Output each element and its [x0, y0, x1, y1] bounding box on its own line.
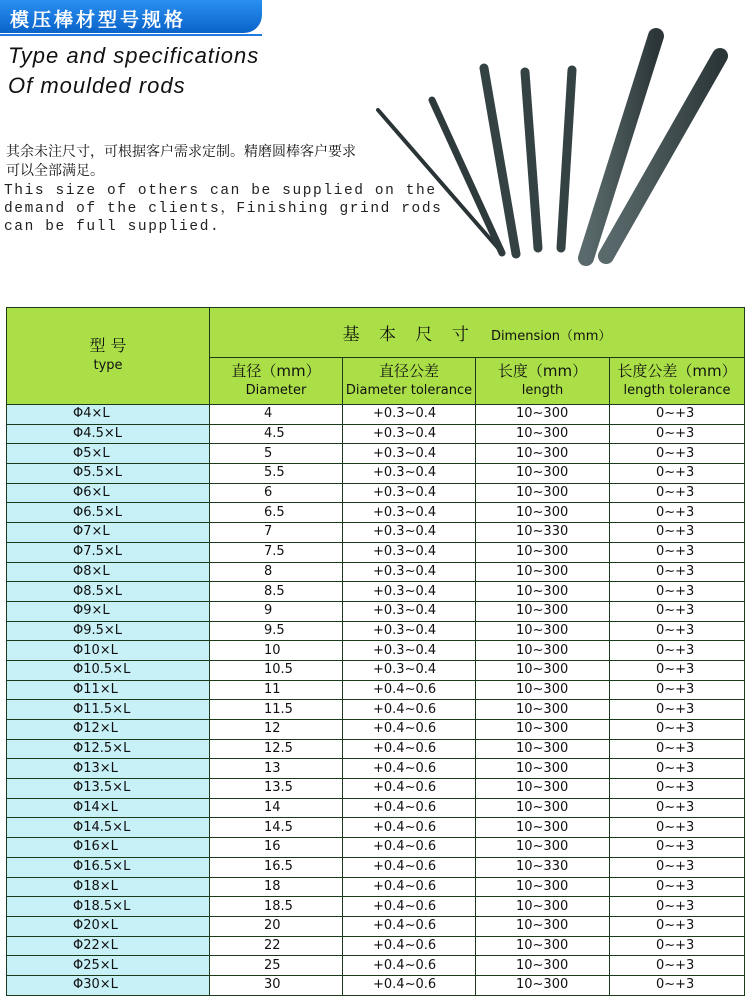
- column-header-diameter-tolerance-cn: 直径公差: [378, 362, 439, 380]
- row-length: 10~300: [476, 424, 610, 444]
- row-diameter-tolerance: +0.4~0.6: [343, 739, 476, 759]
- column-header-length-tolerance: [610, 358, 745, 405]
- row-diameter: 8.5: [210, 582, 343, 602]
- column-header-diameter: [210, 358, 343, 405]
- row-diameter-tolerance: +0.4~0.6: [343, 720, 476, 740]
- row-diameter-tolerance: +0.4~0.6: [343, 700, 476, 720]
- table-row: [7, 818, 745, 838]
- type-header-en: type: [93, 358, 123, 373]
- row-diameter-tolerance: +0.3~0.4: [343, 582, 476, 602]
- row-diameter: 14.5: [210, 818, 343, 838]
- row-length: 10~300: [476, 641, 610, 661]
- row-diameter: 30: [210, 975, 343, 995]
- row-diameter: 12: [210, 720, 343, 740]
- table-row: [7, 680, 745, 700]
- row-length-tolerance: 0~+3: [610, 798, 745, 818]
- row-length-tolerance: 0~+3: [610, 523, 745, 543]
- row-length: 10~300: [476, 503, 610, 523]
- row-diameter: 20: [210, 916, 343, 936]
- row-type: Φ6×L: [7, 483, 210, 503]
- row-type: Φ8×L: [7, 562, 210, 582]
- row-length: 10~300: [476, 660, 610, 680]
- row-diameter: 10: [210, 641, 343, 661]
- table-row: [7, 897, 745, 917]
- chinese-description: 其余未注尺寸，可根据客户需求定制。精磨圆棒客户要求可以全部满足。: [6, 144, 356, 179]
- row-diameter-tolerance: +0.3~0.4: [343, 444, 476, 464]
- row-type: Φ25×L: [7, 956, 210, 976]
- row-type: Φ5.5×L: [7, 464, 210, 484]
- english-title-line2: Of moulded rods: [8, 73, 186, 98]
- table-row: [7, 798, 745, 818]
- row-length-tolerance: 0~+3: [610, 916, 745, 936]
- table-row: [7, 483, 745, 503]
- row-length: 10~300: [476, 720, 610, 740]
- row-length-tolerance: 0~+3: [610, 621, 745, 641]
- table-row: [7, 464, 745, 484]
- row-diameter: 13.5: [210, 779, 343, 799]
- row-length-tolerance: 0~+3: [610, 542, 745, 562]
- spec-table-body: [7, 405, 745, 996]
- row-length: 10~330: [476, 857, 610, 877]
- column-header-length-cn: 长度（mm）: [497, 362, 588, 380]
- row-type: Φ10×L: [7, 641, 210, 661]
- table-row: [7, 601, 745, 621]
- column-header-length: [476, 358, 610, 405]
- row-diameter: 11.5: [210, 700, 343, 720]
- row-length-tolerance: 0~+3: [610, 444, 745, 464]
- row-diameter-tolerance: +0.4~0.6: [343, 857, 476, 877]
- row-diameter-tolerance: +0.3~0.4: [343, 464, 476, 484]
- row-length-tolerance: 0~+3: [610, 660, 745, 680]
- rod-4: [525, 72, 538, 248]
- table-row: [7, 444, 745, 464]
- row-type: Φ20×L: [7, 916, 210, 936]
- table-row: [7, 621, 745, 641]
- row-length: 10~300: [476, 621, 610, 641]
- table-row: [7, 720, 745, 740]
- row-diameter: 5.5: [210, 464, 343, 484]
- row-length: 10~300: [476, 739, 610, 759]
- row-type: Φ4.5×L: [7, 424, 210, 444]
- row-diameter: 7: [210, 523, 343, 543]
- rod-1: [378, 110, 498, 248]
- row-diameter-tolerance: +0.4~0.6: [343, 838, 476, 858]
- row-type: Φ16.5×L: [7, 857, 210, 877]
- table-row: [7, 739, 745, 759]
- row-type: Φ13.5×L: [7, 779, 210, 799]
- row-diameter-tolerance: +0.4~0.6: [343, 818, 476, 838]
- row-length-tolerance: 0~+3: [610, 857, 745, 877]
- row-length-tolerance: 0~+3: [610, 483, 745, 503]
- row-length: 10~300: [476, 405, 610, 425]
- row-diameter: 9: [210, 601, 343, 621]
- row-type: Φ30×L: [7, 975, 210, 995]
- row-length-tolerance: 0~+3: [610, 562, 745, 582]
- spec-table: [6, 307, 745, 996]
- row-diameter: 6.5: [210, 503, 343, 523]
- row-diameter: 11: [210, 680, 343, 700]
- table-row: [7, 838, 745, 858]
- english-title-line1: Type and specifications: [8, 43, 260, 68]
- type-header-cn: 型 号: [89, 336, 127, 355]
- row-type: Φ5×L: [7, 444, 210, 464]
- table-row: [7, 936, 745, 956]
- row-diameter-tolerance: +0.4~0.6: [343, 680, 476, 700]
- table-row: [7, 877, 745, 897]
- row-diameter: 18: [210, 877, 343, 897]
- row-type: Φ18.5×L: [7, 897, 210, 917]
- table-row: [7, 523, 745, 543]
- table-row: [7, 916, 745, 936]
- row-diameter: 25: [210, 956, 343, 976]
- row-diameter-tolerance: +0.4~0.6: [343, 759, 476, 779]
- english-description: This size of others can be supplied on the demand of the clients，Finishing grind rods can be full supplied.: [4, 183, 443, 235]
- row-diameter-tolerance: +0.3~0.4: [343, 660, 476, 680]
- row-length: 10~300: [476, 700, 610, 720]
- row-length: 10~300: [476, 483, 610, 503]
- row-diameter: 4.5: [210, 424, 343, 444]
- row-length-tolerance: 0~+3: [610, 818, 745, 838]
- row-length-tolerance: 0~+3: [610, 601, 745, 621]
- row-diameter: 9.5: [210, 621, 343, 641]
- row-diameter-tolerance: +0.3~0.4: [343, 503, 476, 523]
- row-diameter-tolerance: +0.4~0.6: [343, 916, 476, 936]
- row-type: Φ9×L: [7, 601, 210, 621]
- row-diameter-tolerance: +0.3~0.4: [343, 483, 476, 503]
- table-row: [7, 582, 745, 602]
- row-type: Φ7.5×L: [7, 542, 210, 562]
- row-length: 10~300: [476, 464, 610, 484]
- row-diameter: 13: [210, 759, 343, 779]
- row-diameter-tolerance: +0.3~0.4: [343, 523, 476, 543]
- column-header-diameter-en: Diameter: [245, 383, 307, 398]
- table-row: [7, 542, 745, 562]
- row-length: 10~300: [476, 838, 610, 858]
- banner-underline: [0, 34, 262, 36]
- section-banner: [0, 0, 262, 33]
- row-length-tolerance: 0~+3: [610, 424, 745, 444]
- row-diameter: 4: [210, 405, 343, 425]
- row-length: 10~300: [476, 444, 610, 464]
- row-diameter-tolerance: +0.3~0.4: [343, 542, 476, 562]
- table-row: [7, 759, 745, 779]
- row-length: 10~300: [476, 542, 610, 562]
- table-row: [7, 700, 745, 720]
- row-diameter-tolerance: +0.4~0.6: [343, 877, 476, 897]
- banner-title: 模压棒材型号规格: [10, 9, 187, 31]
- row-type: Φ8.5×L: [7, 582, 210, 602]
- row-length-tolerance: 0~+3: [610, 779, 745, 799]
- row-length-tolerance: 0~+3: [610, 936, 745, 956]
- row-type: Φ11.5×L: [7, 700, 210, 720]
- row-diameter-tolerance: +0.3~0.4: [343, 621, 476, 641]
- table-row: [7, 424, 745, 444]
- row-diameter-tolerance: +0.3~0.4: [343, 641, 476, 661]
- row-diameter: 22: [210, 936, 343, 956]
- row-diameter: 16.5: [210, 857, 343, 877]
- row-length: 10~300: [476, 759, 610, 779]
- table-row: [7, 503, 745, 523]
- row-diameter: 8: [210, 562, 343, 582]
- type-header: [7, 308, 210, 405]
- dimension-header-cn: 基 本 尺 寸: [342, 325, 476, 345]
- row-length-tolerance: 0~+3: [610, 838, 745, 858]
- row-length-tolerance: 0~+3: [610, 739, 745, 759]
- row-length: 10~330: [476, 523, 610, 543]
- row-type: Φ14.5×L: [7, 818, 210, 838]
- row-diameter-tolerance: +0.4~0.6: [343, 897, 476, 917]
- row-diameter: 12.5: [210, 739, 343, 759]
- column-header-length-tolerance-cn: 长度公差（mm）: [617, 362, 737, 380]
- row-length-tolerance: 0~+3: [610, 700, 745, 720]
- row-length: 10~300: [476, 779, 610, 799]
- row-type: Φ10.5×L: [7, 660, 210, 680]
- rod-5: [561, 70, 572, 248]
- row-length: 10~300: [476, 916, 610, 936]
- table-row: [7, 975, 745, 995]
- row-type: Φ12×L: [7, 720, 210, 740]
- row-length-tolerance: 0~+3: [610, 720, 745, 740]
- row-diameter-tolerance: +0.3~0.4: [343, 601, 476, 621]
- carbide-rods-photo: [370, 10, 750, 280]
- row-length-tolerance: 0~+3: [610, 582, 745, 602]
- row-length: 10~300: [476, 680, 610, 700]
- table-row: [7, 405, 745, 425]
- row-diameter: 14: [210, 798, 343, 818]
- row-length-tolerance: 0~+3: [610, 680, 745, 700]
- table-row: [7, 641, 745, 661]
- row-diameter-tolerance: +0.4~0.6: [343, 798, 476, 818]
- table-row: [7, 562, 745, 582]
- row-type: Φ6.5×L: [7, 503, 210, 523]
- row-type: Φ13×L: [7, 759, 210, 779]
- row-length-tolerance: 0~+3: [610, 975, 745, 995]
- table-row: [7, 956, 745, 976]
- dimension-header-en: Dimension（mm）: [490, 329, 612, 344]
- row-diameter: 18.5: [210, 897, 343, 917]
- row-length-tolerance: 0~+3: [610, 877, 745, 897]
- column-header-diameter-cn: 直径（mm）: [231, 362, 321, 380]
- row-type: Φ18×L: [7, 877, 210, 897]
- column-header-diameter-tolerance-en: Diameter tolerance: [345, 383, 473, 398]
- table-row: [7, 779, 745, 799]
- row-diameter-tolerance: +0.3~0.4: [343, 562, 476, 582]
- row-diameter: 16: [210, 838, 343, 858]
- row-length-tolerance: 0~+3: [610, 503, 745, 523]
- row-length-tolerance: 0~+3: [610, 641, 745, 661]
- row-diameter-tolerance: +0.3~0.4: [343, 424, 476, 444]
- row-diameter-tolerance: +0.4~0.6: [343, 975, 476, 995]
- row-diameter-tolerance: +0.4~0.6: [343, 779, 476, 799]
- row-length-tolerance: 0~+3: [610, 405, 745, 425]
- row-diameter-tolerance: +0.4~0.6: [343, 956, 476, 976]
- row-length: 10~300: [476, 601, 610, 621]
- row-length: 10~300: [476, 936, 610, 956]
- row-diameter: 7.5: [210, 542, 343, 562]
- row-length: 10~300: [476, 582, 610, 602]
- row-length: 10~300: [476, 798, 610, 818]
- row-diameter: 10.5: [210, 660, 343, 680]
- table-row: [7, 660, 745, 680]
- row-length-tolerance: 0~+3: [610, 464, 745, 484]
- row-type: Φ11×L: [7, 680, 210, 700]
- row-diameter: 5: [210, 444, 343, 464]
- row-length-tolerance: 0~+3: [610, 897, 745, 917]
- table-row: [7, 857, 745, 877]
- row-type: Φ4×L: [7, 405, 210, 425]
- row-length-tolerance: 0~+3: [610, 759, 745, 779]
- row-diameter: 6: [210, 483, 343, 503]
- row-type: Φ12.5×L: [7, 739, 210, 759]
- row-type: Φ7×L: [7, 523, 210, 543]
- row-length-tolerance: 0~+3: [610, 956, 745, 976]
- column-header-length-en: length: [521, 383, 564, 398]
- row-length: 10~300: [476, 877, 610, 897]
- row-diameter-tolerance: +0.4~0.6: [343, 936, 476, 956]
- row-type: Φ22×L: [7, 936, 210, 956]
- column-header-length-tolerance-en: length tolerance: [623, 383, 731, 398]
- row-type: Φ16×L: [7, 838, 210, 858]
- row-length: 10~300: [476, 897, 610, 917]
- row-length: 10~300: [476, 956, 610, 976]
- row-length: 10~300: [476, 562, 610, 582]
- row-type: Φ9.5×L: [7, 621, 210, 641]
- row-length: 10~300: [476, 818, 610, 838]
- row-length: 10~300: [476, 975, 610, 995]
- column-header-diameter-tolerance: [343, 358, 476, 405]
- row-type: Φ14×L: [7, 798, 210, 818]
- dimension-header: [210, 308, 745, 358]
- row-diameter-tolerance: +0.3~0.4: [343, 405, 476, 425]
